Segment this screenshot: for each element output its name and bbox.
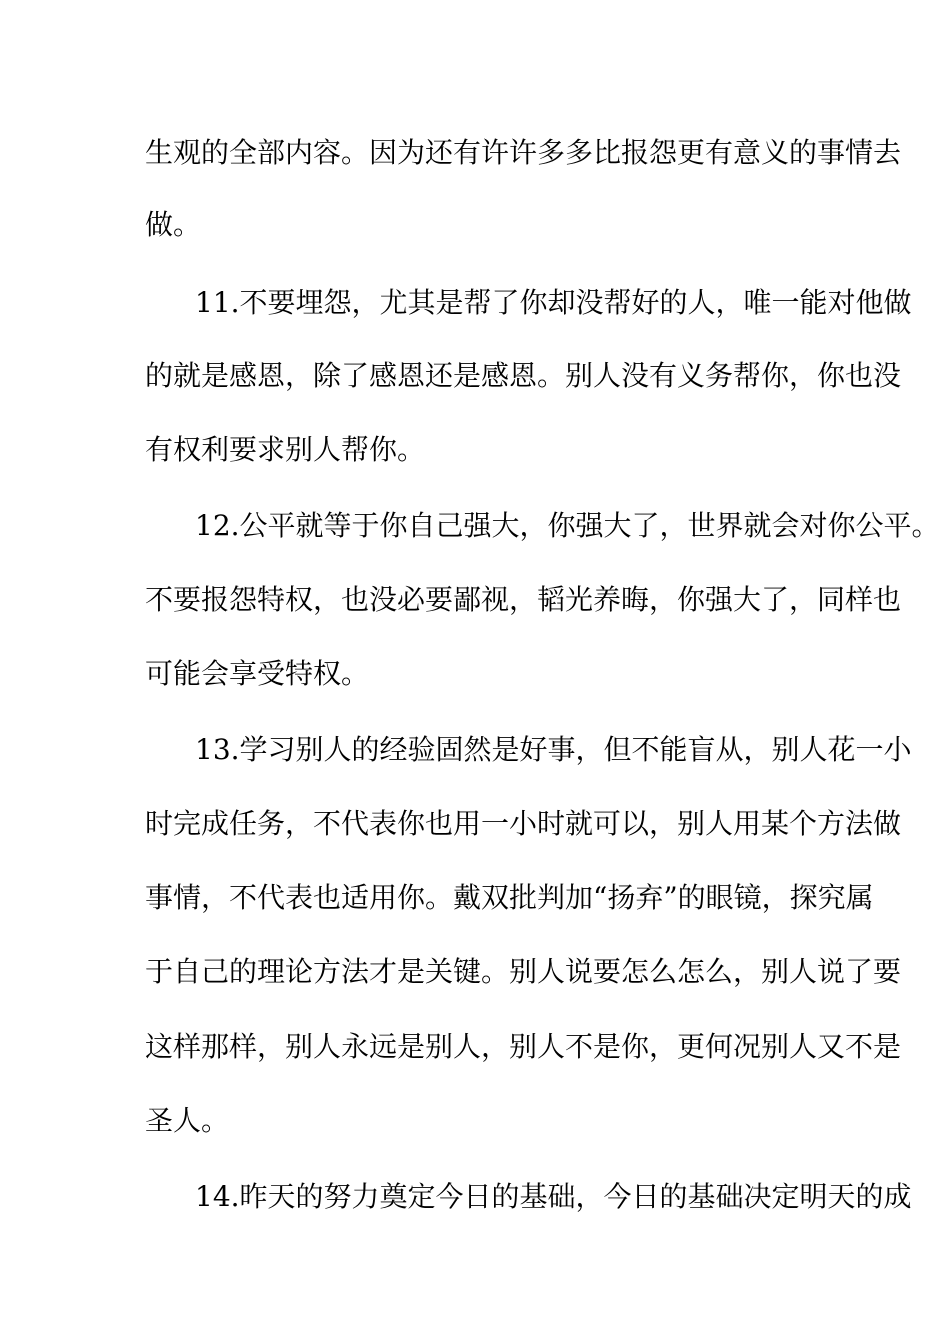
text-line: 11.不要埋怨，尤其是帮了你却没帮好的人，唯一能对他做 (195, 286, 912, 319)
text-line: 做。 (145, 208, 202, 241)
text-line: 时完成任务，不代表你也用一小时就可以，别人用某个方法做 (145, 807, 902, 840)
text-line: 生观的全部内容。因为还有许许多多比报怨更有意义的事情去 (145, 136, 902, 169)
text-line: 的就是感恩，除了感恩还是感恩。别人没有义务帮你，你也没 (145, 359, 902, 392)
text-line: 13.学习别人的经验固然是好事，但不能盲从，别人花一小 (195, 733, 912, 766)
text-line: 14.昨天的努力奠定今日的基础，今日的基础决定明天的成 (195, 1180, 912, 1213)
text-line: 有权利要求别人帮你。 (145, 433, 426, 466)
text-line: 这样那样，别人永远是别人，别人不是你，更何况别人又不是 (145, 1030, 902, 1063)
text-line: 12.公平就等于你自己强大，你强大了，世界就会对你公平。 (195, 509, 940, 542)
text-line: 于自己的理论方法才是关键。别人说要怎么怎么，别人说了要 (145, 955, 902, 988)
text-line: 圣人。 (145, 1104, 230, 1137)
text-line: 事情，不代表也适用你。戴双批判加“扬弃”的眼镜，探究属 (145, 881, 874, 914)
text-line: 可能会享受特权。 (145, 657, 370, 690)
text-line: 不要报怨特权，也没必要鄙视，韬光养晦，你强大了，同样也 (145, 583, 902, 616)
